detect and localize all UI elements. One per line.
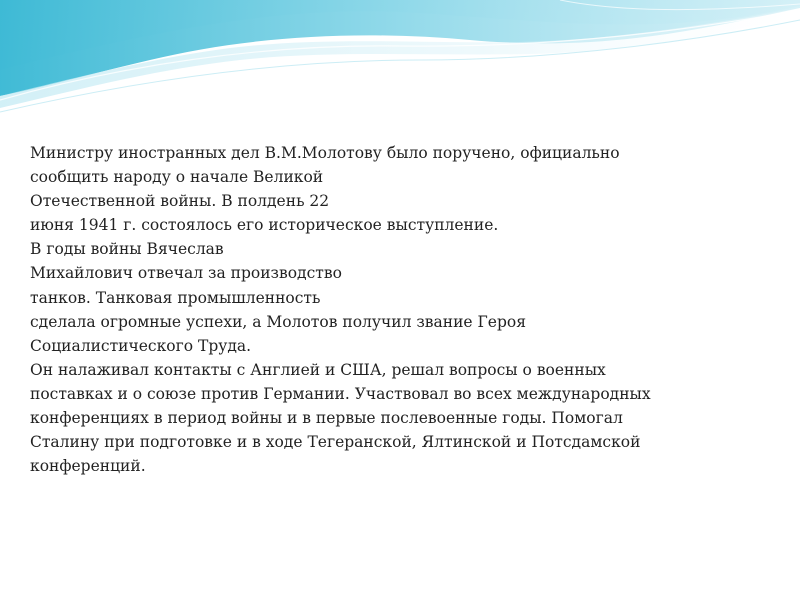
text-line: июня 1941 г. состоялось его историческое выступление. (30, 216, 499, 235)
text-line: танков. Танковая промышленность (30, 288, 321, 307)
text-line: поставках и о союзе против Германии. Участвовал во всех международных (30, 384, 651, 403)
wave-header-decoration (0, 0, 800, 120)
text-line: конференций. (30, 457, 146, 476)
text-line: Он налаживал контакты с Англией и США, решал вопросы о военных (30, 360, 606, 379)
text-line: сделала огромные успехи, а Молотов получил звание Героя (30, 312, 526, 331)
text-line: Михайлович отвечал за производство (30, 264, 342, 283)
text-line: сообщить народу о начале Великой (30, 168, 324, 187)
text-line: конференциях в период войны и в первые послевоенные годы. Помогал (30, 409, 623, 428)
text-line: Сталину при подготовке и в ходе Тегеранской, Ялтинской и Потсдамской (30, 433, 641, 452)
text-line: В годы войны Вячеслав (30, 240, 224, 259)
text-line: Отечественной войны. В полдень 22 (30, 192, 330, 211)
text-line: Министру иностранных дел В.М.Молотову было поручено, официально (30, 144, 620, 162)
slide-body-text (30, 141, 770, 478)
text-line: Социалистического Труда. (30, 336, 252, 355)
